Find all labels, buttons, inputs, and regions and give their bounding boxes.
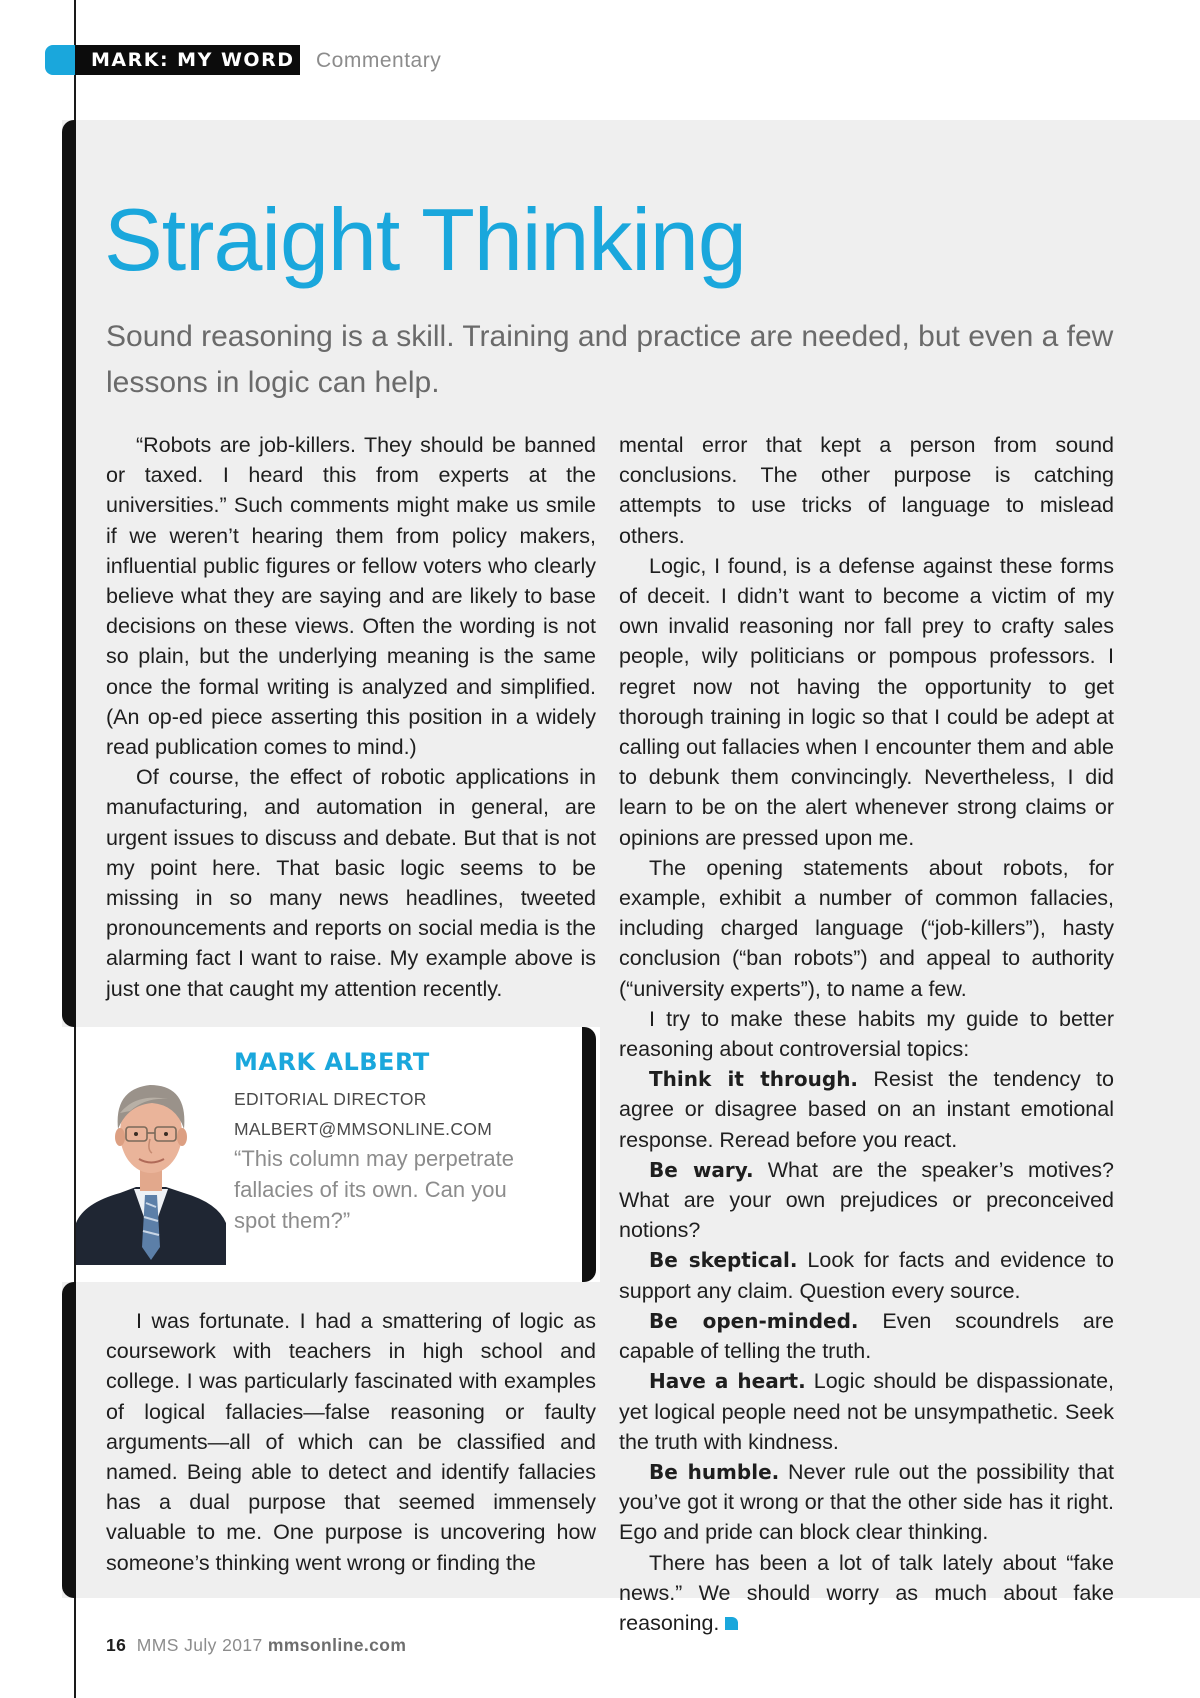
column-name-tab: MARK: MY WORD xyxy=(75,45,300,75)
habit-text: Look for facts and evidence to support any claim. Question every source. xyxy=(619,1248,1114,1303)
author-quote: “This column may perpetrate fallacies of its own. Can you spot them?” xyxy=(234,1146,514,1233)
closing-text: There has been a lot of talk lately about “fake news.” We should worry as much about fake reasoning. xyxy=(619,1550,1114,1635)
website-link[interactable]: mmsonline.com xyxy=(267,1635,407,1655)
panel-bar-bottom xyxy=(62,1282,76,1598)
habit-text: What are the speaker’s motives? What are your own prejudices or preconceived notions? xyxy=(619,1157,1114,1243)
body-paragraph: The opening statements about robots, for example, exhibit a number of common fallacies, including charged language (“job-killers”), hasty conclusion (“ban robots”) and appeal to authority (“university experts”), to name a few. xyxy=(619,855,1114,1001)
issue-label: MMS July 2017 xyxy=(136,1635,263,1655)
left-column-top xyxy=(106,430,596,1004)
habit-item xyxy=(619,1457,1114,1548)
habit-item xyxy=(619,1155,1114,1246)
closing-paragraph xyxy=(619,1548,1114,1639)
author-role: EDITORIAL DIRECTOR xyxy=(234,1089,427,1109)
habit-heading: Be wary. xyxy=(649,1157,754,1182)
header-tab-accent xyxy=(45,45,77,75)
habit-heading: Be humble. xyxy=(649,1459,780,1484)
habit-heading: Have a heart. xyxy=(649,1369,806,1394)
author-name: MARK ALBERT xyxy=(234,1048,430,1076)
author-email[interactable]: MALBERT@MMSONLINE.COM xyxy=(234,1119,493,1139)
habit-item xyxy=(619,1245,1114,1305)
habit-text: Never rule out the possibility that you’ve got it wrong or that the other side has it right. Ego and pride can block clear thinking. xyxy=(619,1459,1114,1545)
right-column xyxy=(619,430,1114,1638)
habit-heading: Be skeptical. xyxy=(649,1248,798,1273)
habit-text: Resist the tendency to agree or disagree based on an instant emotional response. Reread before you react. xyxy=(619,1067,1114,1152)
page-number: 16 xyxy=(106,1635,127,1655)
article-title: Straight Thinking xyxy=(104,190,746,289)
article-subtitle: Sound reasoning is a skill. Training and practice are needed, but even a few lessons in logic can help. xyxy=(106,320,1114,399)
habit-heading: Be open-minded. xyxy=(649,1308,859,1333)
page-footer xyxy=(106,1635,406,1656)
bio-bar xyxy=(582,1027,596,1282)
habit-item xyxy=(619,1366,1114,1457)
author-portrait xyxy=(76,1055,226,1265)
habit-item xyxy=(619,1064,1114,1155)
habit-heading: Think it through. xyxy=(649,1067,859,1092)
left-column-bottom xyxy=(106,1306,596,1578)
habit-item xyxy=(619,1306,1114,1366)
body-paragraph: Logic, I found, is a defense against these forms of deceit. I didn’t want to become a victim of my own invalid reasoning nor fall prey to crafty sales people, wily politicians or pompous professors. I regret now not having the opportunity to get thorough training in logic so that I could be adept at calling out fallacies when I encounter them and able to debunk them convincingly. Nevertheless, I did learn to be on the alert whenever strong claims or opinions are pressed upon me. xyxy=(619,553,1114,850)
body-paragraph: I try to make these habits my guide to better reasoning about controversial topics: xyxy=(619,1006,1114,1062)
panel-bar-top xyxy=(62,120,76,1027)
author-bio xyxy=(76,1027,582,1282)
body-paragraph: I was fortunate. I had a smattering of logic as coursework with teachers in high school and college. I was particularly fascinated with examples of logical fallacies—false reasoning or faulty arguments—all of which can be classified and named. Being able to detect and identify fallacies has a dual purpose that seemed immensely valuable to me. One purpose is uncovering how someone’s thinking went wrong or finding the xyxy=(106,1309,596,1575)
habit-text: Even scoundrels are capable of telling the truth. xyxy=(619,1308,1114,1364)
end-mark-icon xyxy=(725,1617,738,1630)
body-paragraph: Of course, the effect of robotic applications in manufacturing, and automation in general, are urgent issues to discuss and debate. But that is not my point here. That basic logic seems to be missing in so many news headlines, tweeted pronouncements and reports on social media is the alarming fact I want to raise. My example above is just one that caught my attention recently. xyxy=(106,765,596,1001)
habit-text: Logic should be dispassionate, yet logical people need not be unsympathetic. Seek the truth with kindness. xyxy=(619,1369,1115,1454)
section-label: Commentary xyxy=(316,49,442,72)
body-paragraph-continued: mental error that kept a person from sound conclusions. The other purpose is catching attempts to use tricks of language to mislead others. xyxy=(619,433,1114,548)
body-paragraph: “Robots are job-killers. They should be banned or taxed. I heard this from experts at the universities.” Such comments might make us smile if we weren’t hearing them from policy makers, influential public figures or fellow voters who clearly believe what they are saying and are likely to base decisions on these views. Often the wording is not so plain, but the underlying meaning is the same once the formal writing is analyzed and simplified. (An op-ed piece asserting this position in a widely read publication comes to mind.) xyxy=(106,433,596,760)
